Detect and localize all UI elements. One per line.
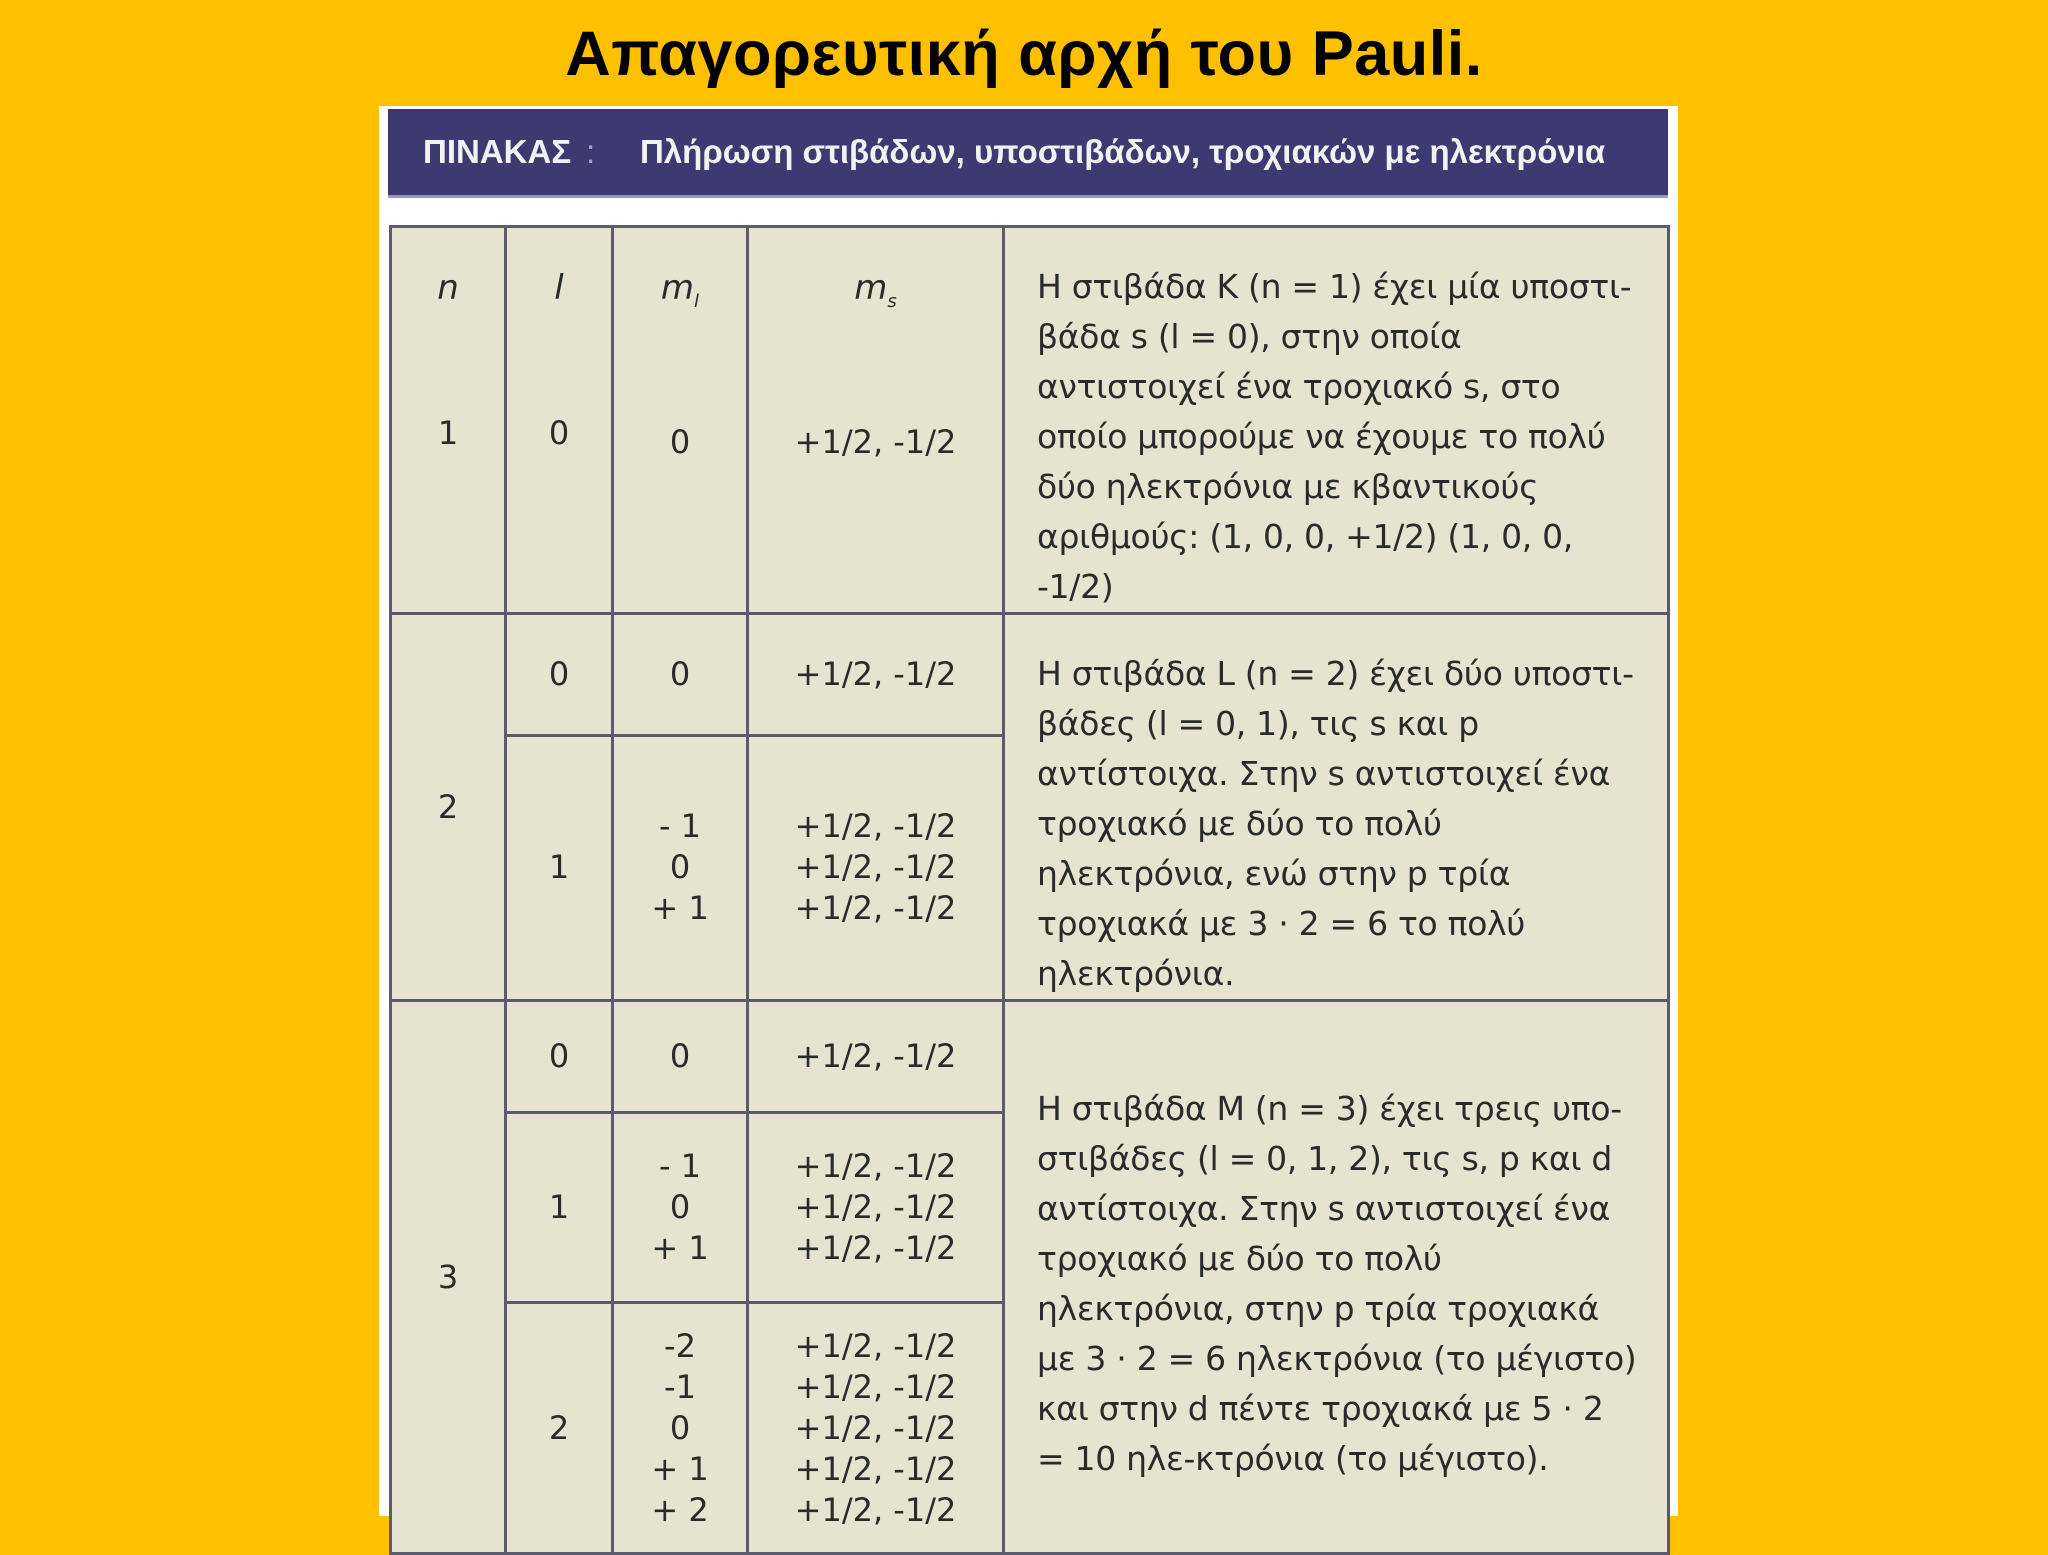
column-header-l: l xyxy=(554,268,564,308)
ms-cell: +1/2, -1/2 xyxy=(748,614,1004,736)
ms-value: +1/2, -1/2 xyxy=(794,848,957,887)
ml-value: 0 xyxy=(669,422,691,461)
column-header-ms xyxy=(749,268,1002,322)
shell-l-description: Η στιβάδα L (n = 2) έχει δύο υποστι-βάδες (l = 0, 1), τις s και p αντίστοιχα. Στην s αντιστοιχεί ένα τροχιακό με δύο το πολύ ηλεκτρόνια, ενώ στην p τρία τροχιακά με 3 · 2 = 6 το πολύ ηλεκτρόνια. xyxy=(1004,614,1669,1001)
n-cell xyxy=(391,227,506,614)
ml-value: + 1 xyxy=(651,889,709,928)
l-cell xyxy=(506,227,613,614)
column-header-ml-subscript: l xyxy=(694,290,700,312)
l-cell: 1 xyxy=(506,735,613,1000)
ml-value: + 1 xyxy=(651,1449,709,1488)
table-row xyxy=(391,227,1669,614)
ml-value: + 1 xyxy=(651,1229,709,1267)
ml-cell xyxy=(613,1113,748,1303)
ms-cell: +1/2, -1/2 xyxy=(748,1001,1004,1113)
ms-cell xyxy=(748,735,1004,1000)
ms-value: +1/2, -1/2 xyxy=(794,1188,957,1226)
l-cell: 0 xyxy=(506,1001,613,1113)
ml-cell: 0 xyxy=(613,614,748,736)
ml-value: 0 xyxy=(669,1188,691,1226)
ml-cell xyxy=(613,1303,748,1554)
table-row xyxy=(391,1001,1669,1113)
column-header-ml xyxy=(614,268,746,322)
l-cell: 2 xyxy=(506,1303,613,1554)
table-label-separator: : xyxy=(586,133,596,170)
ml-cell xyxy=(613,227,748,614)
quantum-numbers-table xyxy=(389,225,1670,1555)
ml-value: + 2 xyxy=(651,1490,709,1529)
ml-cell: 0 xyxy=(613,1001,748,1113)
ml-value: -1 xyxy=(664,1367,696,1406)
l-cell: 1 xyxy=(506,1113,613,1303)
table-row xyxy=(391,614,1669,736)
slide-title: Απαγορευτική αρχή του Pauli. xyxy=(565,19,1483,89)
ml-value: 0 xyxy=(669,848,691,887)
ml-value: - 1 xyxy=(658,1147,702,1185)
ms-value: +1/2, -1/2 xyxy=(794,1449,957,1488)
ms-value: +1/2, -1/2 xyxy=(794,889,957,928)
table-caption: Πλήρωση στιβάδων, υποστιβάδων, τροχιακών με ηλεκτρόνια xyxy=(640,133,1606,170)
l-value: 0 xyxy=(548,414,570,452)
column-header-ms-subscript: s xyxy=(887,290,897,312)
column-header-ms-symbol: m xyxy=(854,268,888,308)
column-header-n: n xyxy=(437,268,459,308)
ms-cell xyxy=(748,1303,1004,1554)
ms-value: +1/2, -1/2 xyxy=(794,807,957,846)
ms-cell xyxy=(748,1113,1004,1303)
table-panel xyxy=(379,106,1678,1529)
ms-value: +1/2, -1/2 xyxy=(794,1490,957,1529)
shell-m-description: Η στιβάδα M (n = 3) έχει τρεις υπο-στιβάδες (l = 0, 1, 2), τις s, p και d αντίστοιχα. Στην s αντιστοιχεί ένα τροχιακό με δύο το πολύ ηλεκτρόνια, στην p τρία τροχιακά με 3 · 2 = 6 ηλεκτρόνια (το μέγιστο) και στην d πέντε τροχιακά με 5 · 2 = 10 ηλε-κτρόνια (το μέγιστο). xyxy=(1004,1001,1669,1554)
n-cell: 3 xyxy=(391,1001,506,1554)
ml-cell xyxy=(613,735,748,1000)
ms-value: +1/2, -1/2 xyxy=(794,1326,957,1365)
n-value: 1 xyxy=(437,414,459,452)
table-label: ΠΙΝΑΚΑΣ xyxy=(423,133,572,170)
n-cell: 2 xyxy=(391,614,506,1001)
ml-value: 0 xyxy=(669,1408,691,1447)
l-cell: 0 xyxy=(506,614,613,736)
ms-value: +1/2, -1/2 xyxy=(794,1408,957,1447)
ms-value: +1/2, -1/2 xyxy=(794,422,957,461)
ms-value: +1/2, -1/2 xyxy=(794,1229,957,1267)
shell-k-description: Η στιβάδα K (n = 1) έχει μία υποστι-βάδα s (l = 0), στην οποία αντιστοιχεί ένα τροχιακό s, στο οποίο μπορούμε να έχουμε το πολύ δύο ηλεκτρόνια με κβαντικούς αριθμούς: (1, 0, 0, +1/2) (1, 0, 0, -1/2) xyxy=(1004,227,1669,614)
column-header-ml-symbol: m xyxy=(660,268,695,308)
ml-value: - 1 xyxy=(658,807,702,846)
ms-value: +1/2, -1/2 xyxy=(794,1367,957,1406)
ms-value: +1/2, -1/2 xyxy=(794,1147,957,1185)
table-header-bar xyxy=(388,109,1668,198)
ms-cell xyxy=(748,227,1004,614)
ml-value: -2 xyxy=(664,1326,696,1365)
